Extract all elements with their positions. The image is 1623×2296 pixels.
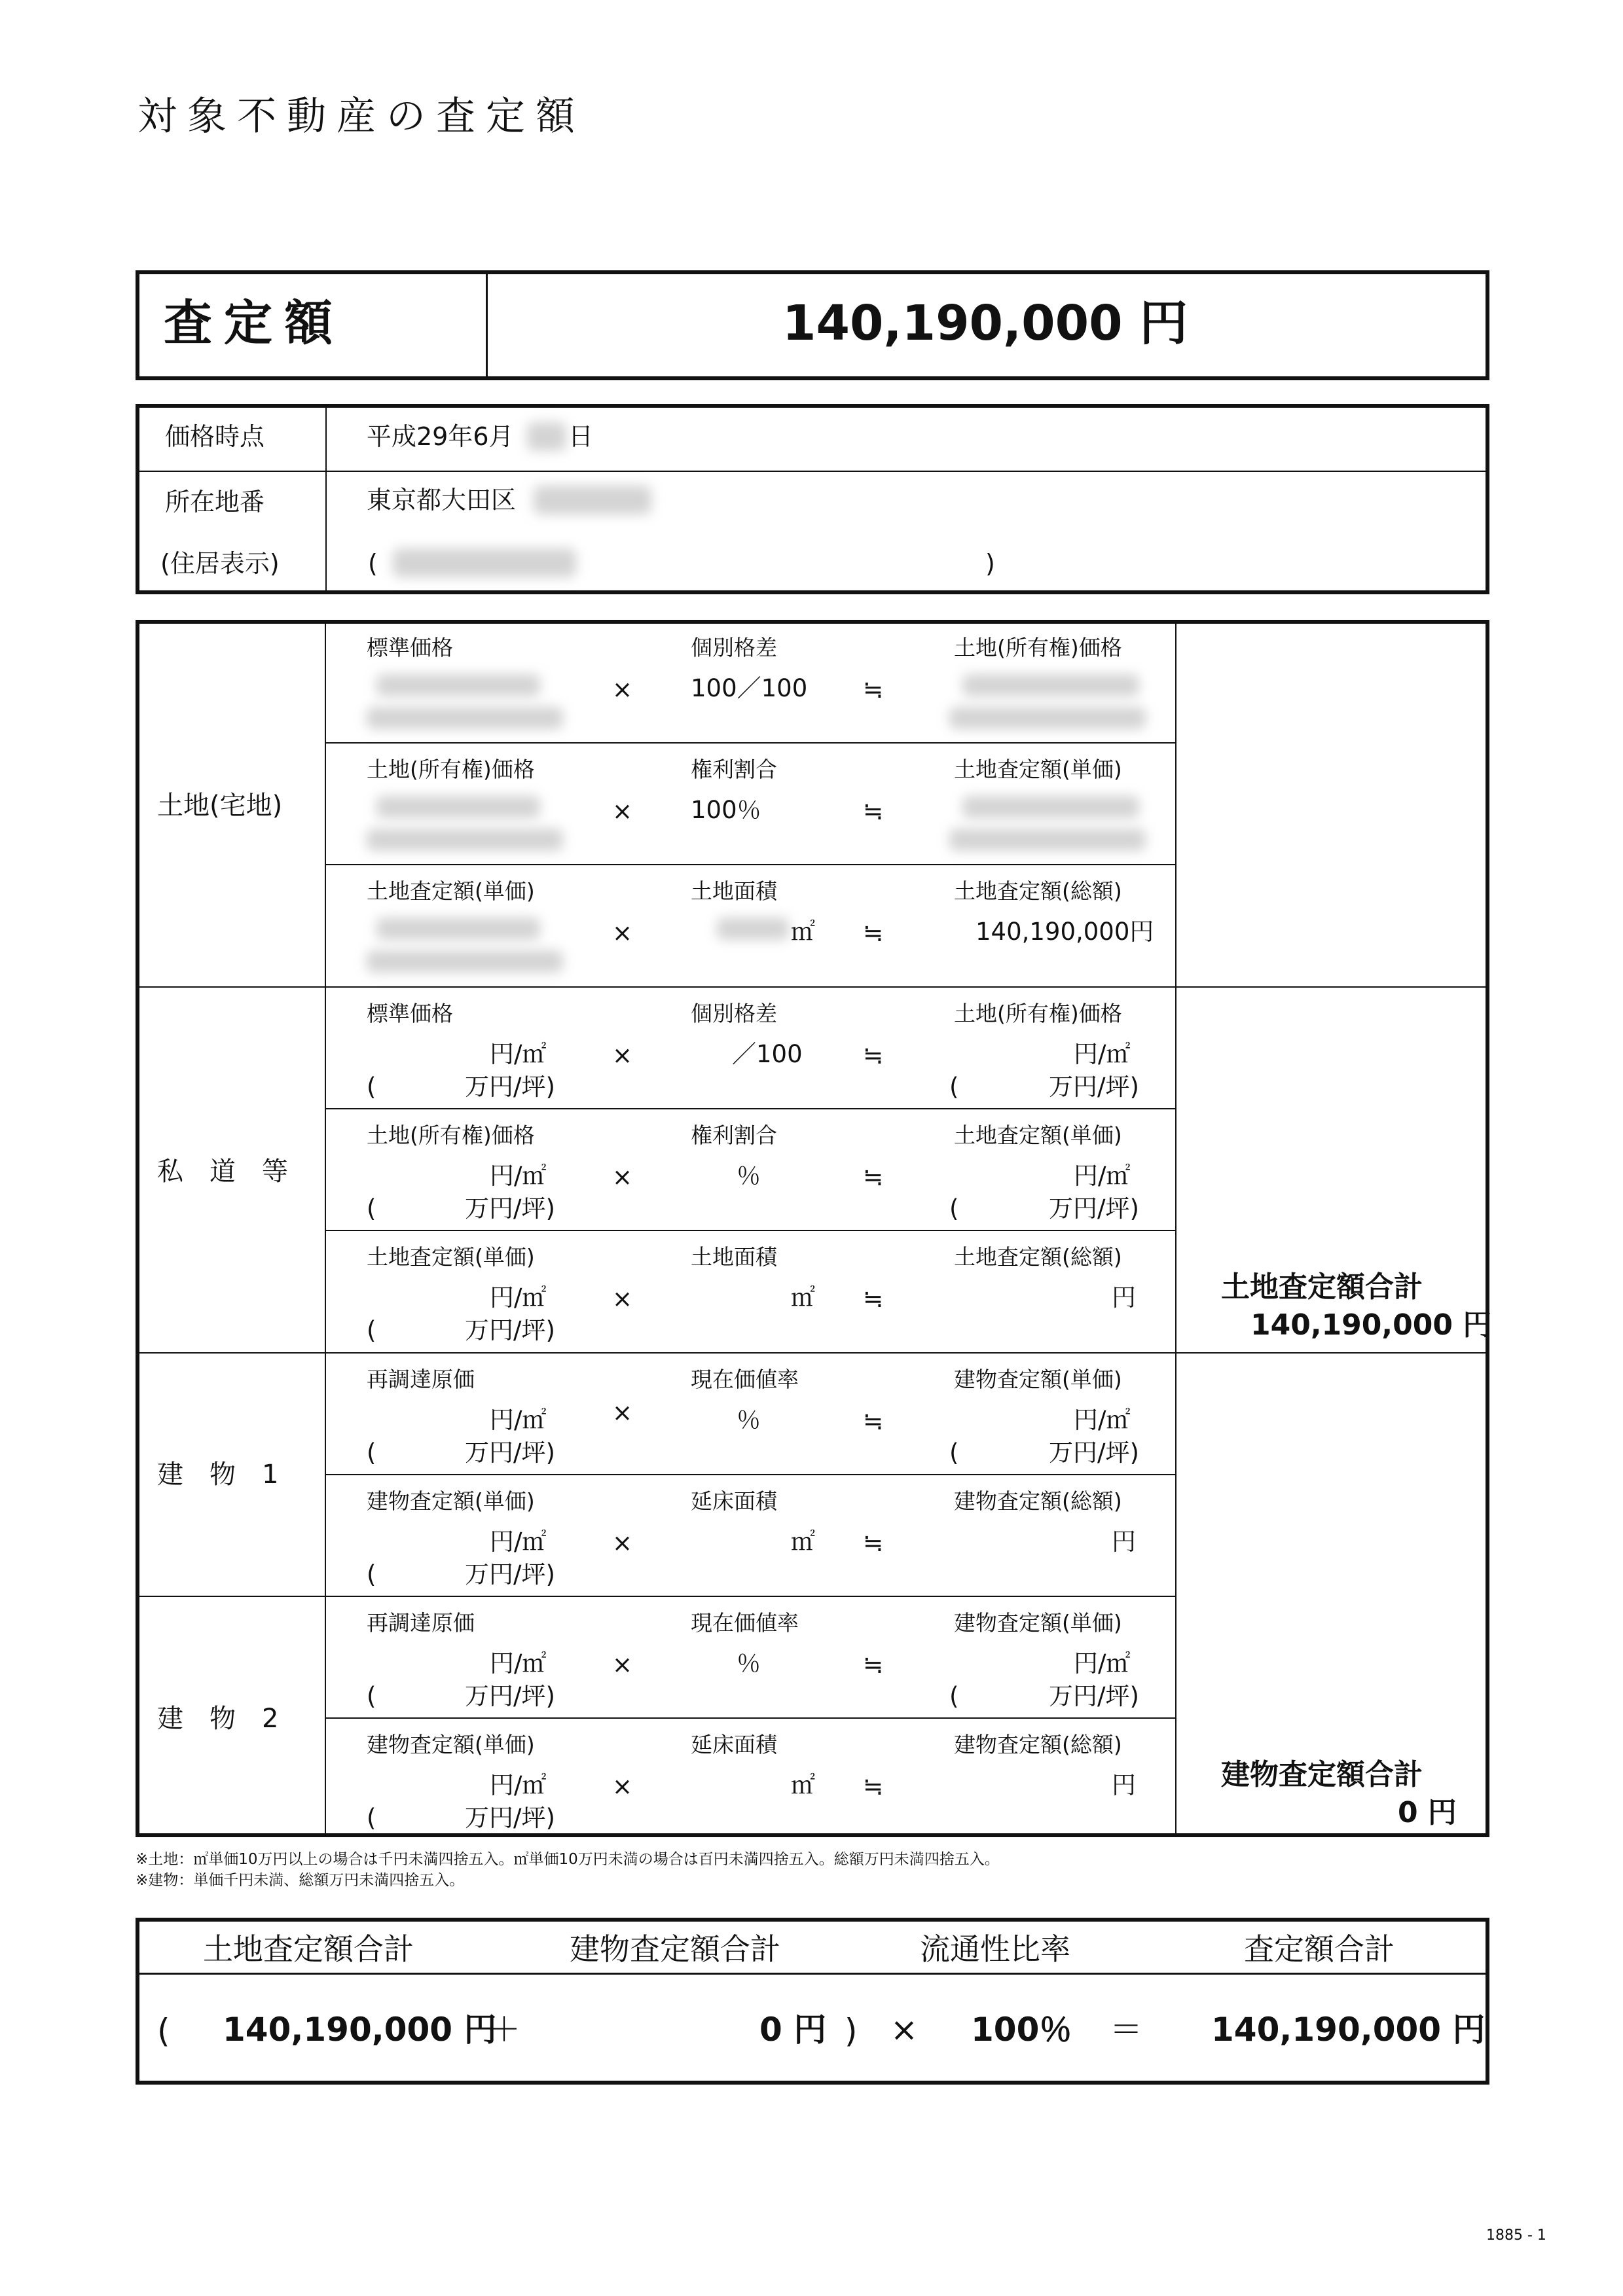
approx-symbol: ≒ [863, 675, 884, 704]
land-total-label: 土地査定額合計 [1221, 1270, 1423, 1304]
pr-r3-col1: 土地査定額(単価) [367, 1244, 535, 1270]
b1-r1-result-tsubo: 万円/坪) [1049, 1439, 1139, 1467]
b2-r1-col1: 再調達原価 [367, 1610, 475, 1636]
summary-header-ratio: 流通性比率 [920, 1931, 1070, 1967]
summary-close-paren: ) [845, 2012, 858, 2050]
pr-r2-ratio: ％ [737, 1162, 761, 1190]
pr-r2-result-tsubo: 万円/坪) [1049, 1194, 1139, 1223]
info-rule [136, 471, 1489, 472]
redacted-value [376, 918, 540, 940]
pr-r3-unit: 円/㎡ [490, 1283, 547, 1312]
land-r2-ratio: 100％ [691, 796, 761, 824]
paren-open: ( [949, 1194, 959, 1223]
note-land: ※土地：㎡単価10万円以上の場合は千円未満四捨五入。㎡単価10万円未満の場合は百円未満四捨五入。総額万円未満四捨五入。 [136, 1851, 1000, 1868]
b1-r2-unit: 円/㎡ [490, 1528, 547, 1556]
pr-r2-col2: 権利割合 [691, 1122, 777, 1148]
paren-open: ( [367, 1439, 376, 1467]
b1-r1-unit: 円/㎡ [490, 1406, 547, 1434]
b1-r2-col3: 建物査定額(総額) [954, 1488, 1122, 1514]
location-value: 東京都大田区 [367, 486, 517, 514]
land-r2-col3: 土地査定額(単価) [954, 757, 1122, 782]
pr-r1-col3: 土地(所有権)価格 [954, 1001, 1122, 1026]
times-symbol: × [612, 1163, 633, 1191]
b1-r1-col3: 建物査定額(単価) [954, 1367, 1122, 1392]
category-building-2: 建 物 2 [157, 1704, 279, 1734]
redacted-value [367, 829, 563, 851]
land-r2-col1: 土地(所有権)価格 [367, 757, 535, 782]
approx-symbol: ≒ [863, 1772, 884, 1801]
redacted-value [367, 707, 563, 729]
b2-r1-rate: ％ [737, 1649, 761, 1677]
redacted-value [962, 796, 1139, 818]
approx-symbol: ≒ [863, 1163, 884, 1191]
approx-symbol: ≒ [863, 1407, 884, 1435]
calc-category-divider [325, 620, 326, 1837]
summary-land-total: 140,190,000 円 [223, 2011, 497, 2049]
summary-open-paren: ( [157, 2012, 170, 2050]
section-rule [136, 986, 1489, 988]
redacted-value [376, 674, 540, 696]
summary-header-building: 建物査定額合計 [570, 1931, 780, 1967]
building-total-label: 建物査定額合計 [1221, 1758, 1423, 1791]
approx-symbol: ≒ [863, 919, 884, 947]
b1-r1-col1: 再調達原価 [367, 1367, 475, 1392]
b1-r2-col2: 延床面積 [691, 1488, 777, 1514]
paren-open: ( [367, 1804, 376, 1832]
redacted-value [367, 950, 563, 973]
approx-symbol: ≒ [863, 1529, 884, 1557]
calc-total-divider [1175, 620, 1176, 1837]
paren-open: ( [949, 1439, 959, 1467]
pr-r1-col2: 個別格差 [691, 1001, 777, 1026]
category-land: 土地(宅地) [157, 791, 283, 821]
land-r3-col1: 土地査定額(単価) [367, 878, 535, 904]
redacted-value [376, 796, 540, 818]
b2-r2-col1: 建物査定額(単価) [367, 1732, 535, 1757]
address-label: (住居表示) [160, 549, 280, 578]
b1-r2-total-unit: 円 [1112, 1528, 1136, 1556]
pr-r3-total-unit: 円 [1112, 1283, 1136, 1312]
redacted-value [949, 707, 1146, 729]
land-total-value: 140,190,000 円 [1250, 1308, 1492, 1342]
times-symbol: × [612, 1399, 633, 1427]
section-rule [136, 1596, 1176, 1597]
land-r3-col2: 土地面積 [691, 878, 777, 904]
land-r3-col3: 土地査定額(総額) [954, 878, 1122, 904]
times-symbol: × [612, 1772, 633, 1801]
summary-ratio: 100％ [971, 2011, 1072, 2049]
approx-symbol: ≒ [863, 1651, 884, 1679]
paren-open: ( [949, 1073, 959, 1101]
land-r1-col3: 土地(所有権)価格 [954, 635, 1122, 660]
pr-r1-result-unit: 円/㎡ [1074, 1040, 1131, 1068]
b2-r2-total-unit: 円 [1112, 1771, 1136, 1799]
redacted-address [393, 548, 576, 577]
pr-r3-area-unit: ㎡ [791, 1283, 815, 1312]
summary-times: × [890, 2011, 918, 2049]
page-number: 1885 - 1 [1486, 2227, 1546, 2244]
pr-r1-result-tsubo: 万円/坪) [1049, 1073, 1139, 1101]
pr-r3-tsubo: 万円/坪) [465, 1316, 555, 1344]
pr-r2-result-unit: 円/㎡ [1074, 1162, 1131, 1190]
pr-r1-tsubo: 万円/坪) [465, 1073, 555, 1101]
paren-open: ( [367, 1682, 376, 1710]
pr-r2-col1: 土地(所有権)価格 [367, 1122, 535, 1148]
b2-r2-tsubo: 万円/坪) [465, 1804, 555, 1832]
land-r3-area-unit: ㎡ [791, 918, 815, 946]
pr-r1-col1: 標準価格 [367, 1001, 453, 1026]
b2-r2-unit: 円/㎡ [490, 1771, 547, 1799]
calc-table [136, 620, 1492, 1837]
row-rule [325, 1717, 1176, 1719]
redacted-value [962, 674, 1139, 696]
approx-symbol: ≒ [863, 1041, 884, 1069]
pr-r3-col2: 土地面積 [691, 1244, 777, 1270]
b1-r2-area-unit: ㎡ [791, 1528, 815, 1556]
times-symbol: × [612, 1529, 633, 1557]
pr-r2-col3: 土地査定額(単価) [954, 1122, 1122, 1148]
paren-open: ( [949, 1682, 959, 1710]
b1-r1-rate: ％ [737, 1406, 761, 1434]
times-symbol: × [612, 1285, 633, 1313]
summary-header-land: 土地査定額合計 [203, 1931, 414, 1967]
paren-open: ( [367, 1560, 376, 1588]
pr-r1-factor: ／100 [732, 1040, 803, 1068]
times-symbol: × [612, 797, 633, 825]
building-total-value: 0 円 [1398, 1796, 1457, 1829]
summary-building-total: 0 円 [759, 2011, 827, 2049]
location-label: 所在地番 [165, 488, 265, 516]
address-open: ( [368, 549, 378, 578]
b2-r1-col3: 建物査定額(単価) [954, 1610, 1122, 1636]
b2-r1-result-unit: 円/㎡ [1074, 1649, 1131, 1677]
b1-r1-col2: 現在価値率 [691, 1367, 799, 1392]
b1-r2-col1: 建物査定額(単価) [367, 1488, 535, 1514]
category-private-road: 私 道 等 [157, 1157, 288, 1187]
b2-r2-area-unit: ㎡ [791, 1771, 815, 1799]
category-building-1: 建 物 1 [157, 1460, 279, 1490]
page-title: 対象不動産の査定額 [137, 94, 585, 139]
b2-r1-col2: 現在価値率 [691, 1610, 799, 1636]
b2-r1-result-tsubo: 万円/坪) [1049, 1682, 1139, 1710]
row-rule [325, 742, 1176, 744]
summary-grand-total: 140,190,000 円 [1211, 2011, 1486, 2049]
note-building: ※建物：単価千円未満、総額万円未満四捨五入。 [136, 1872, 465, 1889]
summary-plus: ＋ [488, 2011, 520, 2049]
times-symbol: × [612, 675, 633, 704]
pr-r2-tsubo: 万円/坪) [465, 1194, 555, 1223]
approx-symbol: ≒ [863, 797, 884, 825]
price-date-label: 価格時点 [165, 422, 265, 451]
summary-header-total: 査定額合計 [1244, 1931, 1395, 1967]
redacted-day [527, 422, 566, 451]
pr-r1-unit: 円/㎡ [490, 1040, 547, 1068]
assessment-label: 査定額 [164, 295, 344, 351]
times-symbol: × [612, 1041, 633, 1069]
price-date-value: 平成29年6月 [367, 422, 514, 451]
summary-rule [136, 1973, 1489, 1975]
pr-r3-col3: 土地査定額(総額) [954, 1244, 1122, 1270]
land-r1-col1: 標準価格 [367, 635, 453, 660]
land-r2-col2: 権利割合 [691, 757, 777, 782]
b1-r1-tsubo: 万円/坪) [465, 1439, 555, 1467]
b2-r1-tsubo: 万円/坪) [465, 1682, 555, 1710]
b2-r2-col3: 建物査定額(総額) [954, 1732, 1122, 1757]
info-divider [325, 404, 327, 594]
assessment-divider [486, 270, 488, 380]
info-box [136, 404, 1489, 594]
b2-r2-col2: 延床面積 [691, 1732, 777, 1757]
price-date-suffix: 日 [568, 422, 594, 451]
times-symbol: × [612, 919, 633, 947]
redacted-value [949, 829, 1146, 851]
paren-open: ( [367, 1316, 376, 1344]
section-rule [136, 1352, 1489, 1354]
pr-r2-unit: 円/㎡ [490, 1162, 547, 1190]
times-symbol: × [612, 1651, 633, 1679]
land-r1-col2: 個別格差 [691, 635, 777, 660]
summary-equals: ＝ [1110, 2011, 1142, 2049]
address-close: ) [985, 549, 995, 578]
approx-symbol: ≒ [863, 1285, 884, 1313]
row-rule [325, 864, 1176, 865]
paren-open: ( [367, 1073, 376, 1101]
assessment-value: 140,190,000 円 [782, 295, 1188, 351]
b1-r2-tsubo: 万円/坪) [465, 1560, 555, 1588]
row-rule [325, 1474, 1176, 1475]
land-r1-factor: 100／100 [691, 674, 808, 702]
paren-open: ( [367, 1194, 376, 1223]
row-rule [325, 1108, 1176, 1109]
redacted-location [534, 486, 651, 514]
redacted-area [717, 918, 789, 940]
land-r3-total: 140,190,000円 [976, 918, 1154, 946]
row-rule [325, 1230, 1176, 1231]
b1-r1-result-unit: 円/㎡ [1074, 1406, 1131, 1434]
b2-r1-unit: 円/㎡ [490, 1649, 547, 1677]
